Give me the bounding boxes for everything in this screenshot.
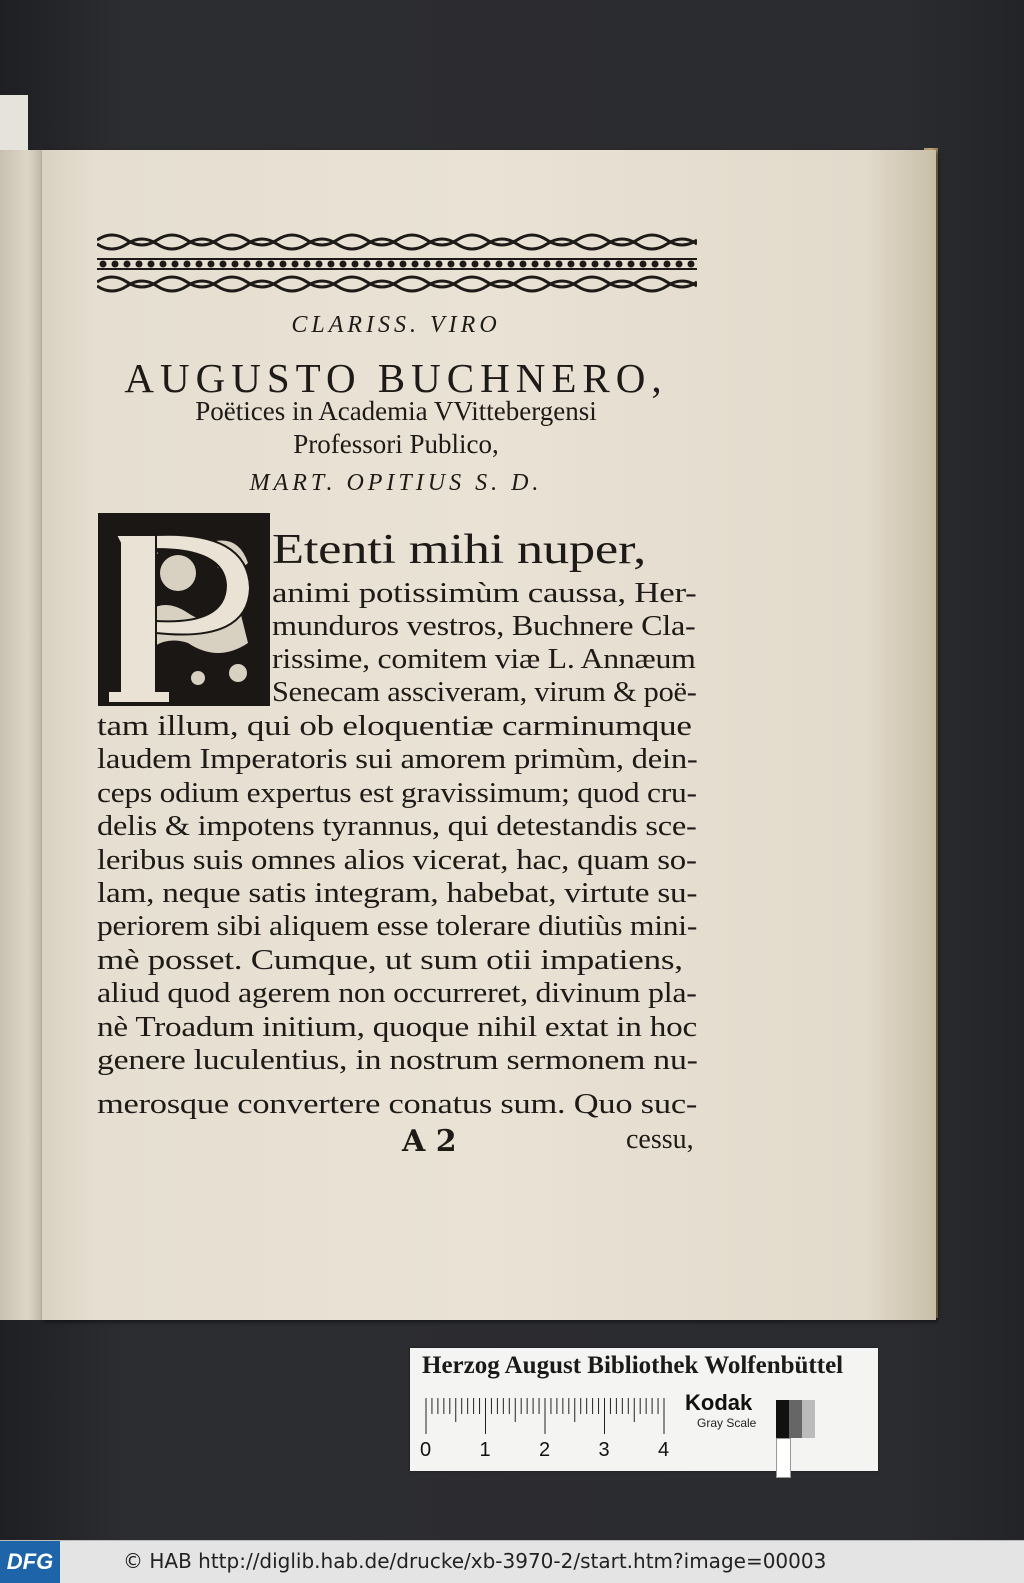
catchword: cessu, [626,1124,694,1155]
left-page-edge [0,150,46,1320]
ornamental-border [97,230,697,296]
swatch-black [776,1400,789,1438]
swatch-dark-gray [789,1400,802,1438]
ruler-number: 1 [479,1439,491,1461]
ruler-number: 2 [539,1439,551,1461]
text-line: munduros vestros, Buchnere Cla- [272,611,696,642]
heading-poetices: Poëtices in Academia VVittebergensi [195,396,597,426]
heading-clariss: CLARISS. VIRO [291,312,501,338]
text-line: Senecam assciveram, virum & poë- [272,677,697,708]
color-calibration-card [410,1348,878,1471]
swatch-light-gray [802,1400,815,1438]
text-line: lam, neque satis integram, habebat, virtute su- [97,878,698,909]
ruler-number: 3 [598,1439,610,1461]
heading-name: AUGUSTO BUCHNERO, [124,355,668,401]
text-line: tam illum, qui ob eloquentiæ carminumque [97,711,692,742]
scale-ruler [420,1390,690,1468]
swatch-white [776,1438,791,1478]
text-line: aliud quod agerem non occurreret, divinum pla- [97,978,697,1009]
text-line: delis & impotens tyrannus, qui detestandis sce- [97,811,697,842]
heading-author: MART. OPITIUS S. D. [249,470,543,496]
gray-scale-label: Gray Scale [697,1416,757,1430]
ruler-number: 4 [658,1439,670,1461]
text-line: mè posset. Cumque, ut sum otii impatiens, [97,945,683,976]
ruler-number: 0 [420,1439,432,1461]
dfg-logo: DFG [0,1541,60,1583]
text-line: nè Troadum initium, quoque nihil extat in hoc [97,1012,697,1043]
text-line: merosque convertere conatus sum. Quo suc- [97,1089,698,1120]
text-line: Etenti mihi nuper, [272,527,646,573]
footer-bar [0,1540,1024,1583]
text-line: ceps odium expertus est gravissimum; quod cru- [97,778,697,809]
text-line: animi potissimùm caussa, Her- [272,578,697,609]
gray-swatches [776,1400,828,1438]
text-line: periorem sibi aliquem esse tolerare diutiùs mini- [97,911,698,942]
source-credit: © HAB http://diglib.hab.de/drucke/xb-3970-2/start.htm?image=00003 [123,1549,827,1573]
signature-mark: A 2 [402,1124,457,1159]
heading-professori: Professori Publico, [293,429,499,459]
text-line: leribus suis omnes alios vicerat, hac, quam so- [97,845,697,876]
text-line: laudem Imperatoris sui amorem primùm, dein- [97,744,698,775]
kodak-logo: Kodak [685,1390,753,1415]
text-line: genere luculentius, in nostrum sermonem nu- [97,1045,698,1076]
library-name: Herzog August Bibliothek Wolfenbüttel [422,1352,844,1379]
text-line: rissime, comitem viæ L. Annæum [272,644,696,675]
decorated-initial-p [98,513,270,706]
